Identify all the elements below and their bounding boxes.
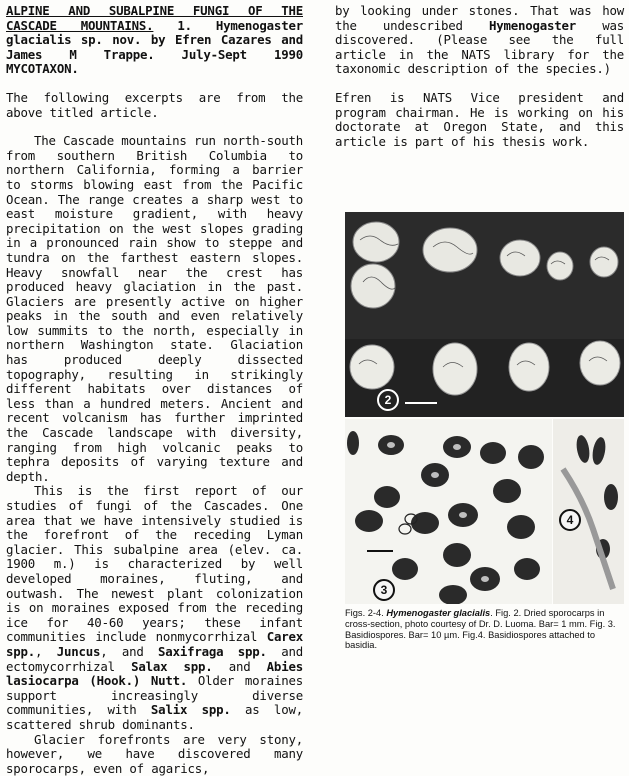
left-column <box>6 4 303 776</box>
intro-text: The following excerpts are from the above titled article. <box>6 91 303 120</box>
taxon-carex: Carex <box>267 629 303 644</box>
caption-prefix: Figs. 2-4. <box>345 608 386 618</box>
figure-panel-sporocarps-top <box>345 212 624 339</box>
continued-text-a: by looking under stones. That was how the undescribed <box>335 3 624 33</box>
figure-sporocarps <box>345 212 624 604</box>
taxon-saxifraga: Saxifraga <box>158 644 223 659</box>
paragraph-first-report-text: This is the first report of our studies of fungi of the Cascades. One area that we have intensively studied is the forefront of the receding Lyman glacier. This subalpine area (elev. ca. 1900 m.) is characterized by well developed moraines, fluting, and outwash. The newest plant colonization is on moraines exposed from the receding ice for 40-60 years; these infant communities include nonmycorrhizal <box>6 483 303 644</box>
figure-panel-basidia <box>553 419 624 604</box>
article-title-rest: 1. Hymenogaster glacialis sp. nov. by Efren Cazares and James M Trappe. July-Sept 1990 <box>6 18 303 62</box>
figure-panel-basidiospores <box>345 419 552 604</box>
figure-panel-sporocarps-bottom <box>345 339 624 417</box>
continued-text <box>335 4 624 77</box>
figure-label-4: 4 <box>559 509 581 531</box>
figure-label-3: 3 <box>373 579 395 601</box>
journal-name: MYCOTAXON. <box>6 61 79 76</box>
continued-text-b: was discovered. (Please see the full article in the NATS library for the taxonomic description of the species.) <box>335 18 624 77</box>
basidiospores-photo <box>345 419 552 604</box>
caption-text: . Fig. 2. Dried sporocarps in cross-section, photo courtesy of Dr. D. Luoma. Bar= 1 mm. Fig. 3. Basidiospores. Bar= 10 µm. Fig.4. Basidiospores attached to basidia. <box>345 608 616 650</box>
taxon-salax: Salax <box>131 659 167 674</box>
taxon-abies: Abies lasiocarpa (Hook.) Nutt. <box>6 659 303 689</box>
right-column <box>335 4 624 149</box>
article-title <box>6 4 303 77</box>
figure-label-2: 2 <box>377 389 399 411</box>
paragraph-older-moraines: Older moraines support increasingly diverse communities, with <box>6 673 303 717</box>
paragraph-cascade-range: The Cascade mountains run north-south from southern British Columbia to northern California, forming a barrier to storms blowing east from the Pacific Ocean. The range creates a sharp west to east moisture gradient, with heavy precipitation on the west slopes grading in a pronounced rain show to steppe and tundra on the farthest eastern slopes. Heavy snowfall near the crest has produced heavy glaciation in the past. Glaciers are presently active on higher peaks in the south and even relatively low summits to the north, especially in northern Washington state. Glaciation has produced deeply dissected topography, resulting in strikingly different habitats over distances of less than a hundred meters. Ancient and recent volcanism has further imprinted the Cascade landscape with diversity, ranging from high volcanic peaks to tephra deposits of varying texture and depth. <box>6 134 303 484</box>
paragraph-forefronts: Glacier forefronts are very stony, however, we have discovered many sporocarps, even of agarics, <box>6 733 303 776</box>
article-title-underlined: ALPINE AND SUBALPINE FUNGI OF THE CASCADE MOUNTAINS. <box>6 3 303 33</box>
taxon-juncus: Juncus <box>57 644 101 659</box>
efren-note: Efren is NATS Vice president and program chairman. He is working on his doctorate at Oregon State, and this article is part of his thesis work. <box>335 91 624 149</box>
caption-species: Hymenogaster glacialis <box>386 608 490 618</box>
sporocarps-photo-top <box>345 212 624 339</box>
figure-caption <box>345 608 625 651</box>
paragraph-shrub-dominants: as low, scattered shrub dominants. <box>6 702 303 732</box>
paragraph-first-report: This is the first report of our studies of fungi of the Cascades. One area that we have intensively studied is the forefront of the receding Lyman glacier. This subalpine area (elev. ca. 1900 m.) is characterized by well developed moraines, fluting, and outwash. The newest plant colonization is on moraines exposed from the receding ice for 40-60 years; these infant communities include nonmycorrhizal Carex spp., Juncus, and Saxifraga spp. and ectomycorrhizal Salax spp. and Abies lasiocarpa (Hook.) Nutt. Older moraines support increasingly diverse communities, with Salix spp. as low, scattered shrub dominants. <box>6 484 303 732</box>
taxon-salix: Salix <box>151 702 187 717</box>
taxon-hymenogaster: Hymenogaster <box>489 18 576 33</box>
